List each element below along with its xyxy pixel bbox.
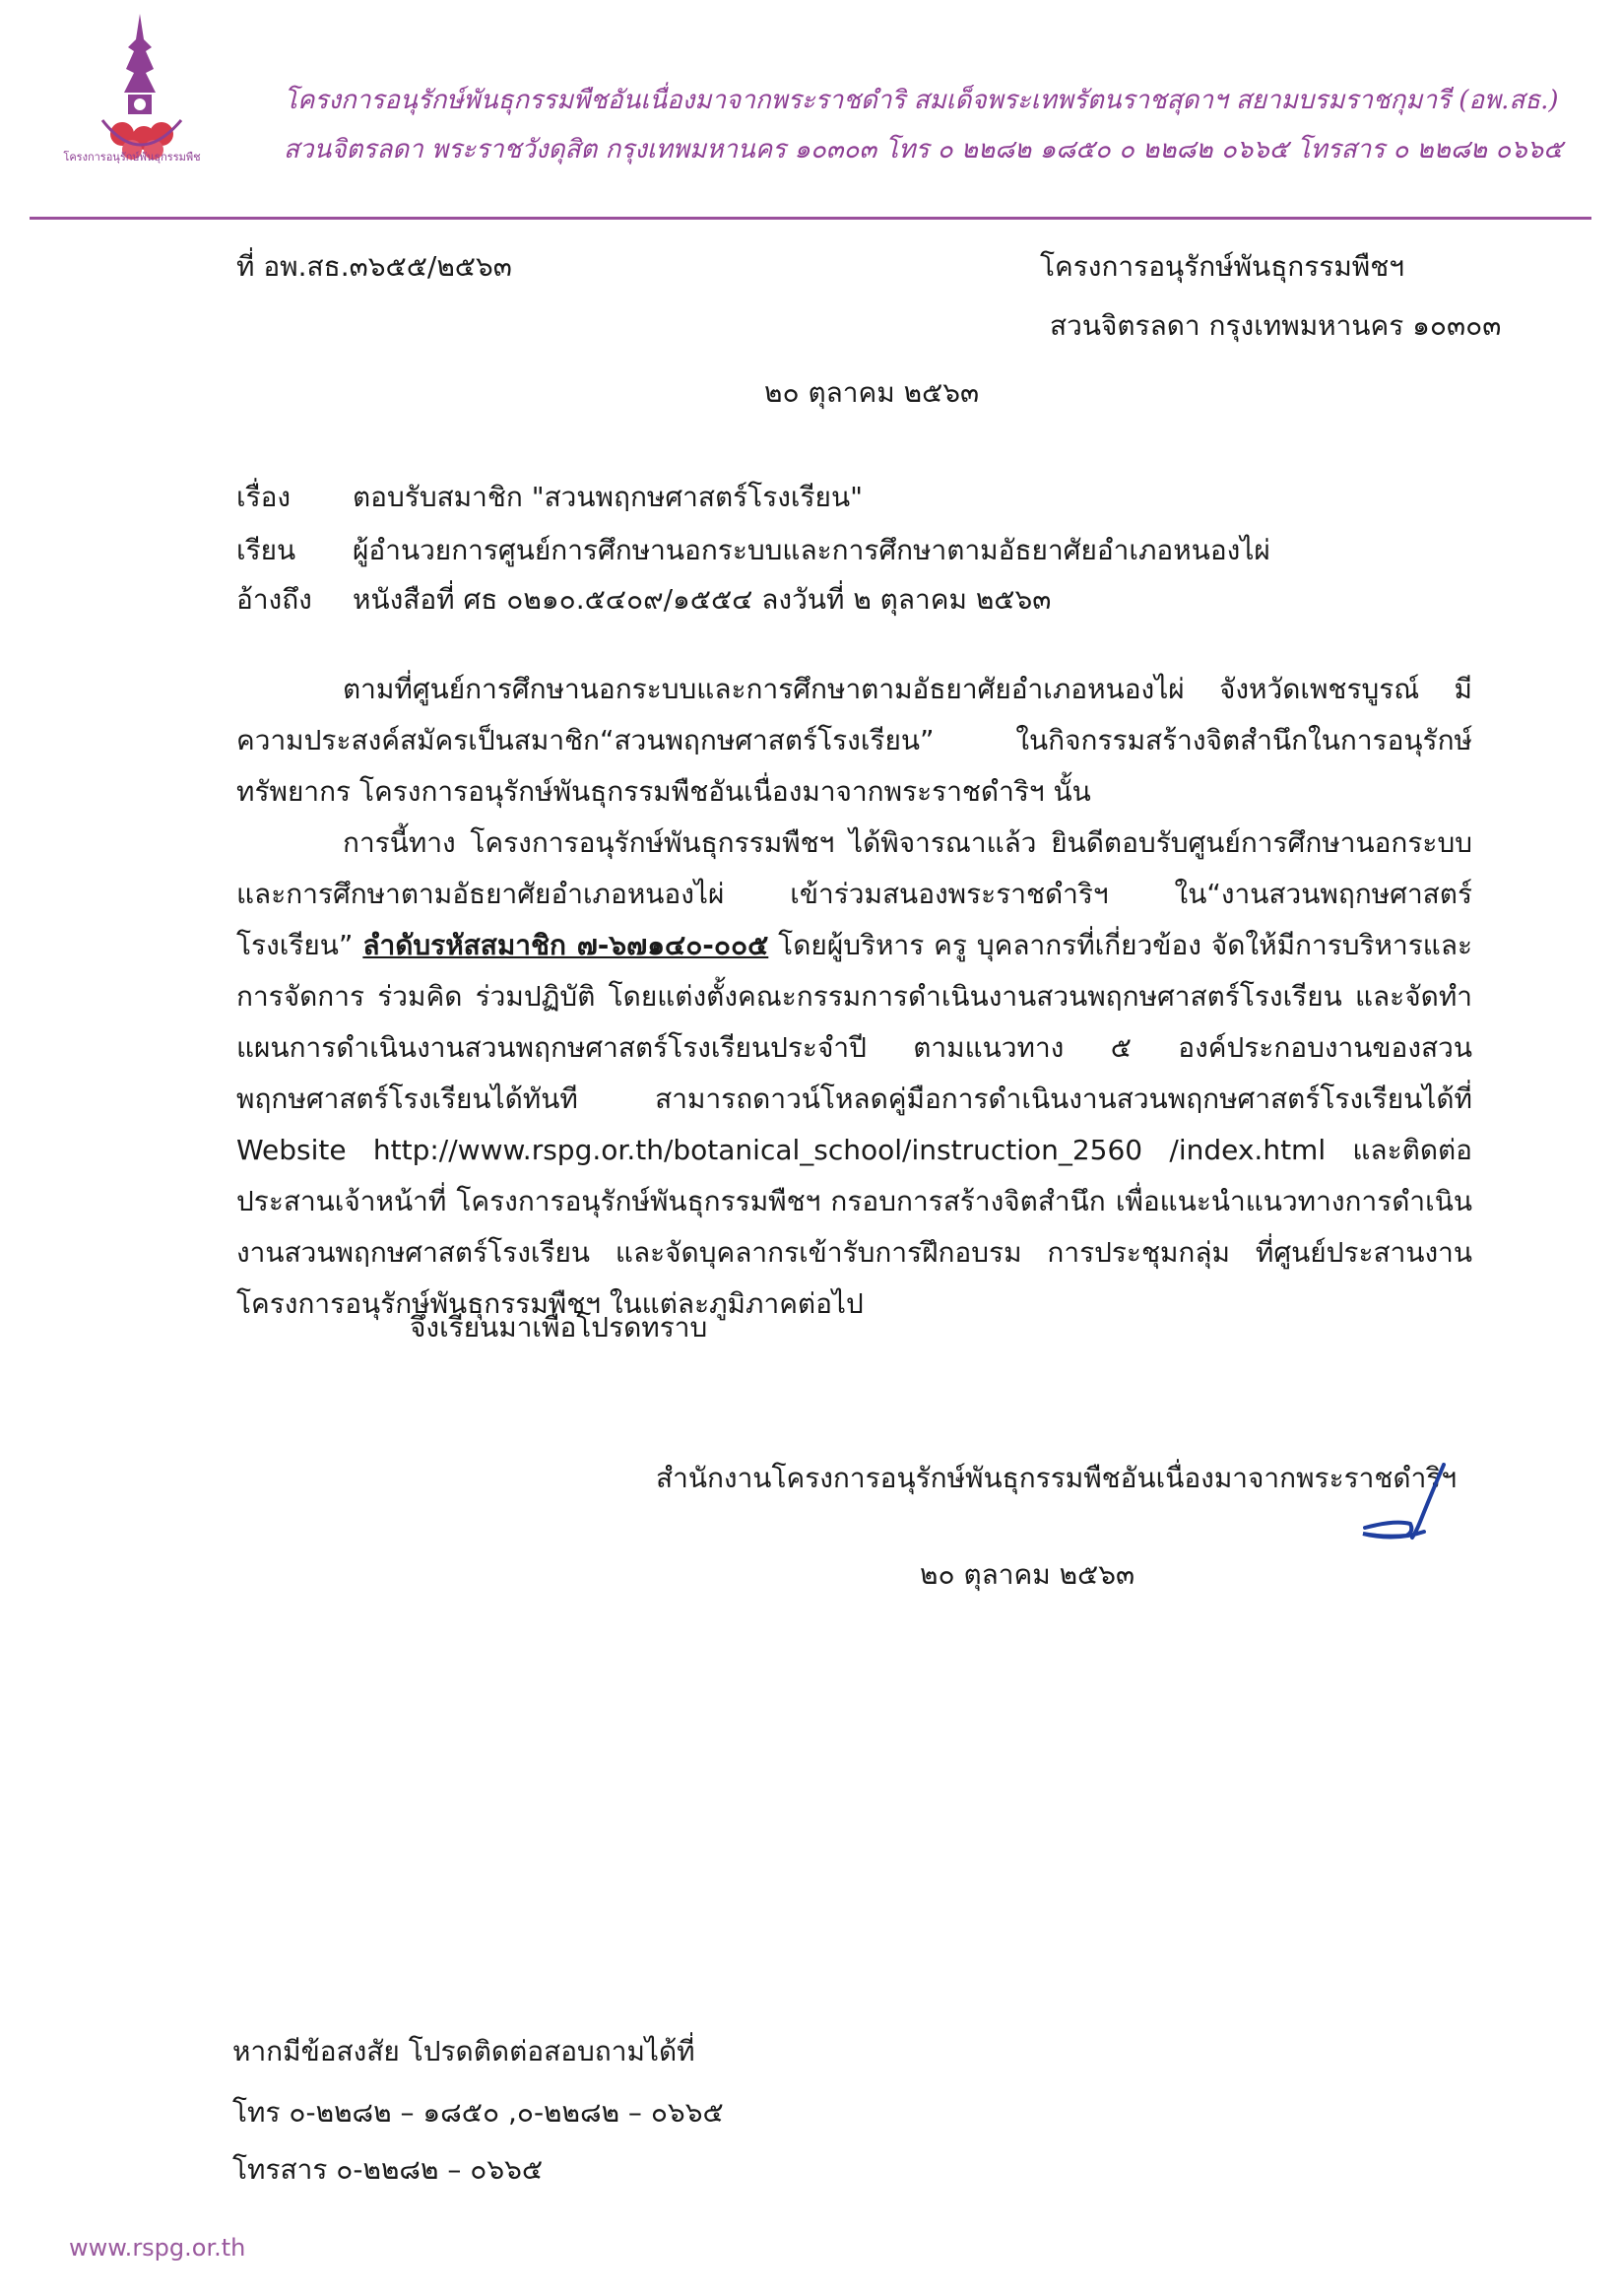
member-code: ลำดับรหัสสมาชิก ๗-๖๗๑๔๐-๐๐๕ <box>362 929 769 961</box>
sender-line-1: โครงการอนุรักษ์พันธุกรรมพืชฯ <box>1040 250 1404 283</box>
signature-mark <box>1355 1463 1463 1551</box>
header-org-line: โครงการอนุรักษ์พันธุกรรมพืชอันเนื่องมาจากพระราชดำริ สมเด็จพระเทพรัตนราชสุดาฯ สยามบรมราชกุมารี (อพ.สธ.) <box>284 86 1559 115</box>
signer-office: สำนักงานโครงการอนุรักษ์พันธุกรรมพืชอันเนื่องมาจากพระราชดำริฯ <box>656 1462 1458 1494</box>
closing-text: จึงเรียนมาเพื่อโปรดทราบ <box>410 1311 708 1344</box>
logo-caption: โครงการอนุรักษ์พันธุกรรมพืช <box>63 151 201 164</box>
letter-ref-no: ที่ อพ.สธ.๓๖๕๕/๒๕๖๓ <box>236 250 512 283</box>
reference-label: อ้างถึง <box>236 583 312 616</box>
paragraph-2-rest: โดยผู้บริหาร ครู บุคลากรที่เกี่ยวข้อง จัดให้มีการบริหารและการจัดการ ร่วมคิด ร่วมปฏิบัติ โดยแต่งตั้งคณะกรรมการดำเนินงานสวนพฤกษศาสตร์โรงเรียน และจัดทำแผนการดำเนินงานสวนพฤกษศาสตร์โรงเรียนประจำปี ตามแนวทาง ๕ องค์ประกอบงานของสวนพฤกษศาสตร์โรงเรียนได้ทันที สามารถดาวน์โหลดคู่มือการดำเนินงานสวนพฤกษศาสตร์โรงเรียนได้ที่ Website http://www.rspg.or.th/botanical_school/instruction_2560 /index.html และติดต่อประสานเจ้าหน้าที่ โครงการอนุรักษ์พันธุกรรมพืชฯ กรอบการสร้างจิตสำนึก เพื่อแนะนำแนวทางการดำเนินงานสวนพฤกษศาสตร์โรงเรียน และจัดบุคลากรเข้ารับการฝึกอบรม การประชุมกลุ่ม ที่ศูนย์ประสานงานโครงการอนุรักษ์พันธุกรรมพืชฯ ในแต่ละภูมิภาคต่อไป <box>236 929 1473 1320</box>
to-text: ผู้อำนวยการศูนย์การศึกษานอกระบบและการศึกษาตามอัธยาศัยอำเภอหนองไผ่ <box>353 534 1270 566</box>
contact-phone: โทร ๐-๒๒๘๒ – ๑๘๕๐ ,๐-๒๒๘๒ – ๐๖๖๕ <box>232 2096 724 2129</box>
contact-intro: หากมีข้อสงสัย โปรดติดต่อสอบถามได้ที่ <box>232 2035 695 2067</box>
to-label: เรียน <box>236 534 296 566</box>
subject-label: เรื่อง <box>236 481 292 513</box>
paragraph-2-intro: การนี้ทาง โครงการอนุรักษ์พันธุกรรมพืชฯ ได้พิจารณาแล้ว ยินดีตอบรับศูนย์การศึกษานอกระบบและการศึกษาตามอัธยาศัยอำเภอหนองไผ่ เข้าร่วมสนองพระราชดำริฯ ใน“งานสวนพฤกษศาสตร์โรงเรียน” <box>236 826 1472 961</box>
body-paragraph-1 <box>236 664 1472 818</box>
subject-text: ตอบรับสมาชิก "สวนพฤกษศาสตร์โรงเรียน" <box>353 481 863 513</box>
header-divider <box>30 217 1591 220</box>
sender-line-2: สวนจิตรลดา กรุงเทพมหานคร ๑๐๓๐๓ <box>1050 309 1502 342</box>
paragraph-2-text <box>236 818 1472 1330</box>
reference-text: หนังสือที่ ศธ ๐๒๑๐.๕๔๐๙/๑๕๕๔ ลงวันที่ ๒ ตุลาคม ๒๕๖๓ <box>353 583 1052 616</box>
contact-fax: โทรสาร ๐-๒๒๘๒ – ๐๖๖๕ <box>232 2153 544 2186</box>
header-address-line: สวนจิตรลดา พระราชวังดุสิต กรุงเทพมหานคร ๑๐๓๐๓ โทร ๐ ๒๒๘๒ ๑๘๕๐ ๐ ๒๒๘๒ ๐๖๖๕ โทรสาร ๐ ๒๒๘๒ ๐๖๖๕ <box>284 135 1563 164</box>
crown-icon <box>124 14 156 114</box>
letter-date: ๒๐ ตุลาคม ๒๕๖๓ <box>764 376 980 409</box>
body-paragraph-2 <box>236 818 1472 1330</box>
sign-date: ๒๐ ตุลาคม ๒๕๖๓ <box>920 1558 1135 1591</box>
paragraph-1-text: ตามที่ศูนย์การศึกษานอกระบบและการศึกษาตามอัธยาศัยอำเภอหนองไผ่ จังหวัดเพชรบูรณ์ มีความประสงค์สมัครเป็นสมาชิก“สวนพฤกษศาสตร์โรงเรียน” ในกิจกรรมสร้างจิตสำนึกในการอนุรักษ์ทรัพยากร โครงการอนุรักษ์พันธุกรรมพืชอันเนื่องมาจากพระราชดำริฯ นั้น <box>236 673 1472 808</box>
website-link[interactable]: www.rspg.or.th <box>69 2234 246 2262</box>
